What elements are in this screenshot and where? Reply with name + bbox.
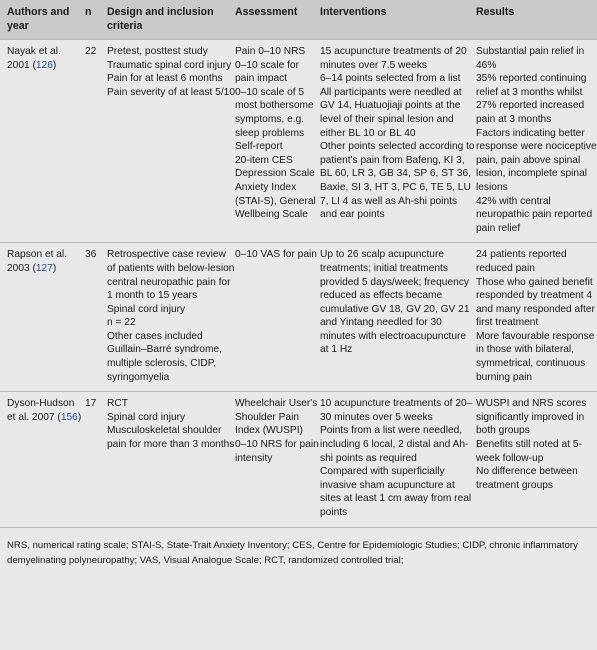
- design-line: Spinal cord injury: [107, 411, 186, 423]
- author-text: Rapson et al. 2003 (: [7, 249, 68, 274]
- interventions-line: Up to 26 scalp acupuncture treatments; initial treatments provided 5 days/week; frequency reduced as effects became cumulative GV 18, GV 20, GV 21 and Yintang needled for 30 minutes with electroacupuncture at 1 Hz: [320, 249, 470, 356]
- cell-authors: [0, 243, 85, 392]
- assessment-line: 0–10 scale of 5 most bothersome symptoms, e.g. sleep problems: [235, 86, 314, 139]
- cell-n: 17: [85, 398, 97, 410]
- table-row: [0, 243, 597, 392]
- cell-assessment: [235, 243, 320, 392]
- author-close: ): [77, 411, 82, 423]
- design-line: Pain severity of at least 5/10: [107, 86, 235, 98]
- author-close: ): [52, 59, 57, 71]
- header-authors: Authors and year: [0, 0, 85, 40]
- assessment-line: Pain 0–10 NRS: [235, 46, 306, 57]
- header-interventions: Interventions: [320, 0, 476, 40]
- reference-link[interactable]: 126: [35, 59, 53, 71]
- results-line: No difference between treatment groups: [476, 466, 578, 491]
- interventions-line: Other points selected according to patient's pain from Bafeng, KI 3, BL 60, LR 3, GB 34, SP 6, ST 36, Baxie, SI 3, HT 3, PC 6, TE 5, LU 7, LI 4 as well as Ah-shi points and ear points: [320, 141, 475, 221]
- results-line: Factors indicating better response were nociceptive pain, pain above spinal lesion, incomplete spinal lesions: [476, 127, 597, 193]
- cell-n: 36: [85, 249, 97, 261]
- reference-link[interactable]: 127: [35, 262, 53, 274]
- assessment-line: 0–10 NRS for pain intensity: [235, 439, 319, 464]
- assessment-line: Anxiety Index (STAI-S), General Wellbeing Scale: [235, 181, 316, 221]
- cell-authors: [0, 392, 85, 527]
- author-text: Dyson-Hudson et al. 2007 (: [7, 398, 75, 423]
- assessment-line: 0–10 VAS for pain: [235, 249, 317, 261]
- reference-link[interactable]: 156: [60, 411, 78, 423]
- assessment-line: 0–10 scale for pain impact: [235, 59, 299, 85]
- design-line: Pretest, posttest study: [107, 46, 208, 57]
- header-assessment: Assessment: [235, 0, 320, 40]
- cell-interventions: [320, 40, 476, 243]
- table-footnote: NRS, numerical rating scale; STAI-S, State-Trait Anxiety Inventory; CES, Centre for Epidemiologic Studies; CIDP, chronic inflammatory demyelinating polyneuropathy; VAS, Visual Analogue Scale; RCT, randomized controlled trial;: [0, 527, 597, 568]
- interventions-line: 15 acupuncture treatments of 20 minutes over 7.5 weeks: [320, 46, 467, 71]
- interventions-line: 6–14 points selected from a list: [320, 73, 461, 85]
- interventions-line: All participants were needled at GV 14, Huatuojiaji points at the level of their spinal lesion and either BL 10 or BL 40: [320, 86, 462, 139]
- results-line: 24 patients reported reduced pain: [476, 249, 567, 274]
- cell-authors: [0, 40, 85, 243]
- cell-interventions: [320, 243, 476, 392]
- cell-n: 22: [85, 46, 97, 57]
- assessment-line: Self-report: [235, 141, 283, 153]
- cell-assessment: [235, 392, 320, 527]
- results-line: Benefits still noted at 5-week follow-up: [476, 439, 582, 464]
- cell-results: [476, 243, 597, 392]
- interventions-line: Points from a list were needled, including 6 local, 2 distal and Ah-shi points as required: [320, 425, 469, 464]
- interventions-line: Compared with superficially invasive sham acupuncture at sites at least 1 cm away from real points: [320, 466, 472, 518]
- cell-interventions: [320, 392, 476, 527]
- design-line: Retrospective case review of patients with below-lesion central neuropathic pain for 1 month to 15 years: [107, 249, 235, 302]
- design-line: Spinal cord injury: [107, 303, 186, 315]
- design-line: Traumatic spinal cord injury: [107, 59, 232, 71]
- results-line: More favourable response in those with bilateral, symmetrical, continuous burning pain: [476, 330, 595, 383]
- header-results: Results: [476, 0, 597, 40]
- results-line: WUSPI and NRS scores significantly improved in both groups: [476, 398, 587, 437]
- cell-results: [476, 40, 597, 243]
- results-line: 35% reported continuing relief at 3 months whilst 27% reported increased pain at 3 months: [476, 73, 587, 125]
- table-header-row: [0, 0, 597, 40]
- assessment-line: Wheelchair User's Shoulder Pain Index (WUSPI): [235, 398, 318, 437]
- design-line: Other cases included Guillain–Barré syndrome, multiple sclerosis, CIDP, syringomyelia: [107, 330, 222, 383]
- cell-design: [107, 392, 235, 527]
- design-line: Pain for at least 6 months: [107, 73, 223, 85]
- author-text: Nayak et al. 2001 (: [7, 46, 61, 71]
- header-n: n: [85, 0, 107, 40]
- design-line: RCT: [107, 398, 128, 410]
- results-line: 42% with central neuropathic pain reported pain relief: [476, 195, 593, 234]
- header-design: Design and inclusion criteria: [107, 0, 235, 40]
- results-line: Substantial pain relief in 46%: [476, 46, 585, 71]
- interventions-line: 10 acupuncture treatments of 20–30 minutes over 5 weeks: [320, 398, 473, 423]
- cell-results: [476, 392, 597, 527]
- author-close: ): [52, 262, 57, 274]
- assessment-line: 20-item CES Depression Scale: [235, 154, 315, 180]
- design-line: n = 22: [107, 317, 136, 329]
- cell-design: [107, 243, 235, 392]
- table-row: [0, 40, 597, 243]
- cell-assessment: [235, 40, 320, 243]
- cell-design: [107, 40, 235, 243]
- table-row: [0, 392, 597, 527]
- results-line: Those who gained benefit responded by treatment 4 and many responded after first treatment: [476, 276, 595, 329]
- design-line: Musculoskeletal shoulder pain for more than 3 months: [107, 425, 235, 451]
